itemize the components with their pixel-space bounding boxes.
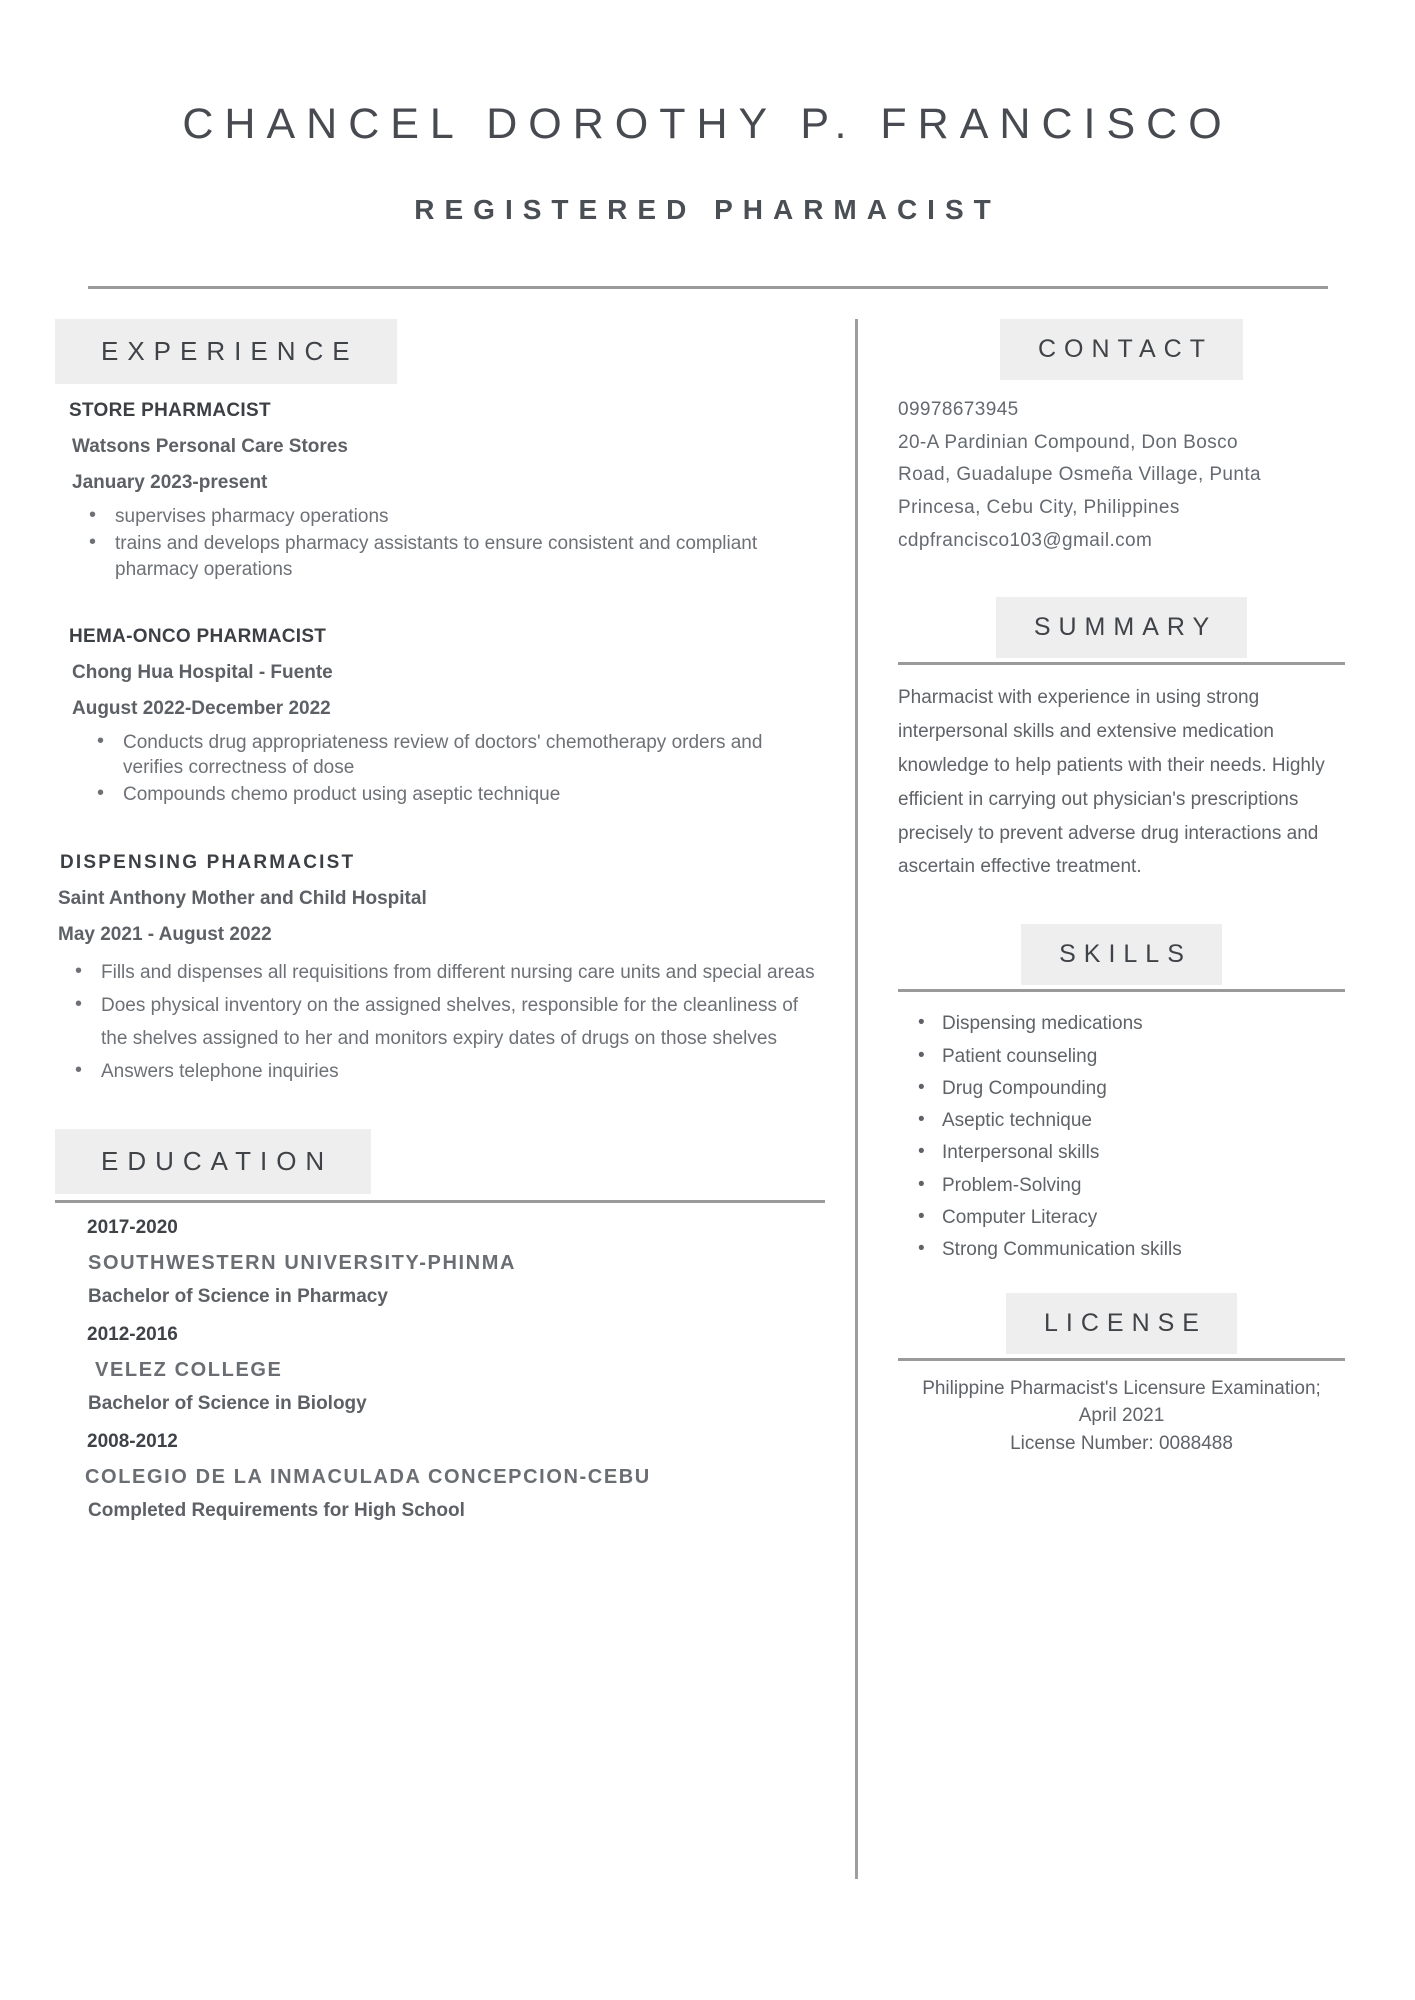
license-heading-label: LICENSE: [1006, 1293, 1237, 1354]
license-number: License Number: 0088488: [1010, 1432, 1233, 1454]
skill-item: • Aseptic technique: [916, 1105, 1345, 1137]
education-item: [55, 1431, 825, 1522]
education-degree: Bachelor of Science in Biology: [88, 1392, 367, 1414]
job-bullet: • Conducts drug appropriateness review of doctors' chemotherapy orders and verifies correctness of dose: [93, 730, 825, 781]
experience-heading-label: EXPERIENCE: [55, 319, 397, 384]
spacer: [898, 557, 1345, 597]
header-subtitle: REGISTERED PHARMACIST: [414, 194, 1001, 225]
skills-section-header: [898, 924, 1345, 992]
resume-body: [0, 319, 1415, 1879]
job-organization: Saint Anthony Mother and Child Hospital: [58, 887, 427, 909]
job-role: DISPENSING PHARMACIST: [60, 851, 356, 873]
job-role: HEMA-ONCO PHARMACIST: [69, 625, 327, 647]
skill-item: • Dispensing medications: [916, 1008, 1345, 1040]
education-school: VELEZ COLLEGE: [95, 1358, 283, 1381]
contact-section-header: [898, 319, 1345, 380]
spacer: [898, 884, 1345, 924]
job-bullet-list: [55, 956, 825, 1089]
job-bullet-list: [55, 504, 825, 582]
spacer: [55, 584, 825, 610]
skill-item: • Patient counseling: [916, 1041, 1345, 1073]
education-school: SOUTHWESTERN UNIVERSITY-PHINMA: [88, 1251, 517, 1274]
job-bullet: • Fills and dispenses all requisitions from different nursing care units and special areas: [71, 956, 825, 989]
job-bullet-list: [55, 730, 825, 808]
header-divider: [88, 286, 1328, 289]
skills-list: [898, 1008, 1345, 1266]
spacer: [55, 810, 825, 836]
skill-item: • Interpersonal skills: [916, 1137, 1345, 1169]
contact-address-line: Road, Guadalupe Osmeña Village, Punta: [898, 464, 1262, 486]
license-exam: Philippine Pharmacist's Licensure Examination;: [922, 1377, 1321, 1399]
experience-item: [55, 626, 825, 808]
experience-section-header: [55, 319, 825, 384]
license-date: April 2021: [1078, 1405, 1165, 1427]
page-title: CHANCEL DOROTHY P. FRANCISCO: [182, 100, 1233, 148]
education-heading-label: EDUCATION: [55, 1129, 371, 1194]
skill-item: • Computer Literacy: [916, 1202, 1345, 1234]
job-organization: Chong Hua Hospital - Fuente: [72, 661, 333, 683]
spacer: [898, 1267, 1345, 1293]
education-degree: Completed Requirements for High School: [88, 1499, 465, 1521]
contact-phone: 09978673945: [898, 399, 1019, 420]
job-bullet: • trains and develops pharmacy assistants to ensure consistent and compliant pharmacy operations: [85, 531, 825, 582]
contact-heading-label: CONTACT: [1000, 319, 1243, 380]
summary-heading-label: SUMMARY: [996, 597, 1247, 658]
contact-address-line: 20-A Pardinian Compound, Don Bosco: [898, 431, 1238, 453]
skills-divider: [898, 989, 1345, 992]
education-section-header: [55, 1129, 825, 1203]
education-school: COLEGIO DE LA INMACULADA CONCEPCION-CEBU: [85, 1465, 651, 1488]
education-item: [55, 1324, 825, 1415]
summary-text: Pharmacist with experience in using strong interpersonal skills and extensive medication knowledge to help patients with their needs. Highly efficient in carrying out physician's prescriptions precisely to prevent adverse drug interactions and ascertain effective treatment.: [898, 687, 1325, 878]
job-bullet: • Compounds chemo product using aseptic technique: [93, 782, 825, 807]
license-details: [898, 1375, 1345, 1458]
job-organization: Watsons Personal Care Stores: [72, 436, 348, 457]
job-bullet: • Does physical inventory on the assigned shelves, responsible for the cleanliness of the shelves assigned to her and monitors expiry dates of drugs on those shelves: [71, 989, 825, 1056]
job-bullet: • Answers telephone inquiries: [71, 1055, 825, 1088]
skill-item: • Strong Communication skills: [916, 1234, 1345, 1266]
spacer: [55, 1089, 825, 1129]
education-divider: [55, 1200, 825, 1203]
education-years: 2012-2016: [87, 1323, 178, 1345]
right-column: [855, 319, 1345, 1879]
experience-item: [55, 400, 825, 582]
contact-address-line: Princesa, Cebu City, Philippines: [898, 497, 1180, 519]
job-dates: May 2021 - August 2022: [58, 923, 272, 945]
education-years: 2017-2020: [87, 1216, 178, 1238]
license-section-header: [898, 1293, 1345, 1361]
summary-section-header: [898, 597, 1345, 665]
job-bullet: • supervises pharmacy operations: [85, 504, 825, 529]
job-role: STORE PHARMACIST: [69, 400, 271, 421]
skill-item: • Problem-Solving: [916, 1170, 1345, 1202]
job-dates: January 2023-present: [72, 472, 268, 493]
license-divider: [898, 1358, 1345, 1361]
education-item: [55, 1217, 825, 1308]
summary-divider: [898, 662, 1345, 665]
skills-heading-label: SKILLS: [1021, 924, 1222, 985]
skill-item: • Drug Compounding: [916, 1073, 1345, 1105]
contact-email: cdpfrancisco103@gmail.com: [898, 529, 1153, 551]
job-dates: August 2022-December 2022: [72, 697, 331, 719]
experience-item: [55, 852, 825, 1089]
contact-list: [898, 394, 1345, 557]
education-years: 2008-2012: [87, 1430, 178, 1452]
resume-header: [0, 0, 1415, 289]
education-degree: Bachelor of Science in Pharmacy: [88, 1285, 388, 1307]
left-column: [55, 319, 855, 1538]
